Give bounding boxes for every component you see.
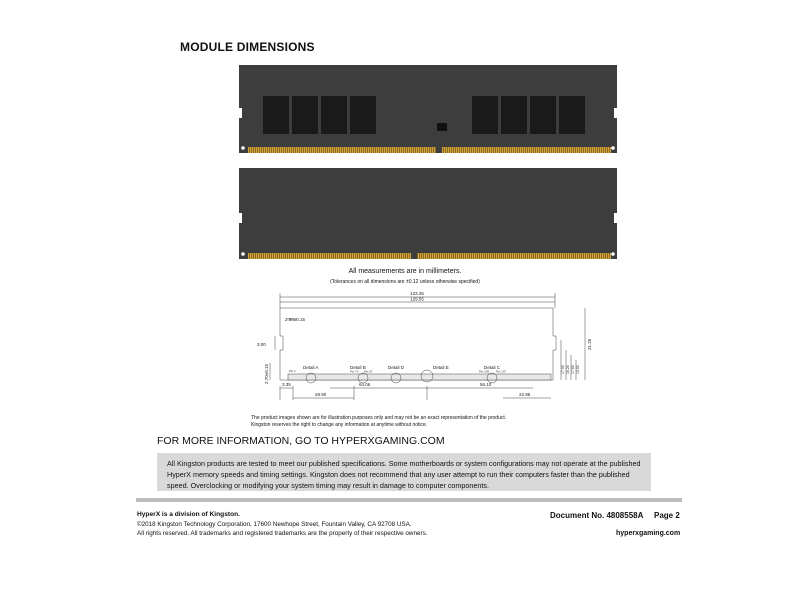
- module-back-image: [239, 168, 617, 259]
- dim-left-section: 28.90: [315, 392, 327, 397]
- detail-a-label: Detail A: [303, 365, 319, 370]
- dim-right-3: 17.60: [571, 365, 575, 374]
- page-number: Page 2: [654, 511, 680, 520]
- dim-left-edge: 2.70±0.15: [264, 364, 269, 384]
- dim-right-1: 17.00: [561, 365, 565, 374]
- pin-97-label: Pin 97: [364, 369, 373, 374]
- dim-inner-length: 129.55: [410, 296, 424, 302]
- pin-137-label: Pin 137: [496, 369, 507, 374]
- notice-text: All Kingston products are tested to meet our published specifications. Some motherboards or system configurations may not operate at the published HyperX memory speeds and timing settings. Kingston does not recommend that any user attempt to run their computers faster than the published speed. Overclocking or modifying your system timing may result in damage to computer components.: [167, 459, 641, 490]
- detail-c-label: Detail C: [484, 365, 501, 370]
- dim-hole: 2.50±0.15: [285, 317, 305, 322]
- dim-center-section: 64.06: [359, 382, 371, 387]
- footer-rights: All rights reserved. All trademarks and registered trademarks are the property of their respective owners.: [137, 530, 428, 537]
- dimension-drawing: [255, 288, 595, 413]
- footer-divider: [136, 498, 682, 502]
- page-title: MODULE DIMENSIONS: [180, 40, 315, 54]
- dim-board-height: 31.25: [587, 338, 592, 350]
- website-link[interactable]: hyperxgaming.com: [616, 530, 681, 537]
- measurements-note: All measurements are in millimeters.: [348, 268, 462, 275]
- detail-d-label: Detail D: [388, 365, 405, 370]
- disclaimer-line-2: Kingston reserves the right to change any information at anytime without notice.: [251, 422, 428, 428]
- document-number: Document No. 4808558A: [550, 511, 644, 520]
- detail-e-label: Detail E: [433, 365, 449, 370]
- dim-right-section: 56.10: [480, 382, 492, 387]
- footer-division: HyperX is a division of Kingston.: [137, 511, 240, 518]
- module-images: [236, 62, 621, 262]
- more-info-heading: FOR MORE INFORMATION, GO TO HYPERXGAMING.COM: [157, 435, 445, 447]
- module-front-image: [239, 65, 617, 153]
- tolerance-note: (Tolerances on all dimensions are ±0.12 unless otherwise specified): [330, 279, 480, 285]
- dim-right-4: 13.00: [576, 365, 580, 374]
- notice-box: [157, 453, 651, 491]
- pin-1-label: Pin 1: [289, 369, 296, 373]
- pin-230-label: Pin 230: [479, 369, 490, 374]
- dim-right-end: 22.95: [519, 392, 531, 397]
- pin-72-label: Pin 72: [350, 369, 359, 374]
- disclaimer-line-1: The product images shown are for illustration purposes only and may not be an exact representation of the product.: [251, 415, 507, 421]
- dim-notch-height: 3.00: [257, 342, 266, 347]
- footer-copyright: ©2018 Kingston Technology Corporation, 17600 Newhope Street, Fountain Valley, CA 92708 USA.: [137, 521, 412, 528]
- detail-b-label: Detail B: [350, 365, 366, 370]
- dim-right-2: 16.20: [566, 365, 570, 374]
- dim-pin-offset: 3.35: [282, 382, 291, 387]
- dim-overall-length: 133.35: [410, 291, 424, 296]
